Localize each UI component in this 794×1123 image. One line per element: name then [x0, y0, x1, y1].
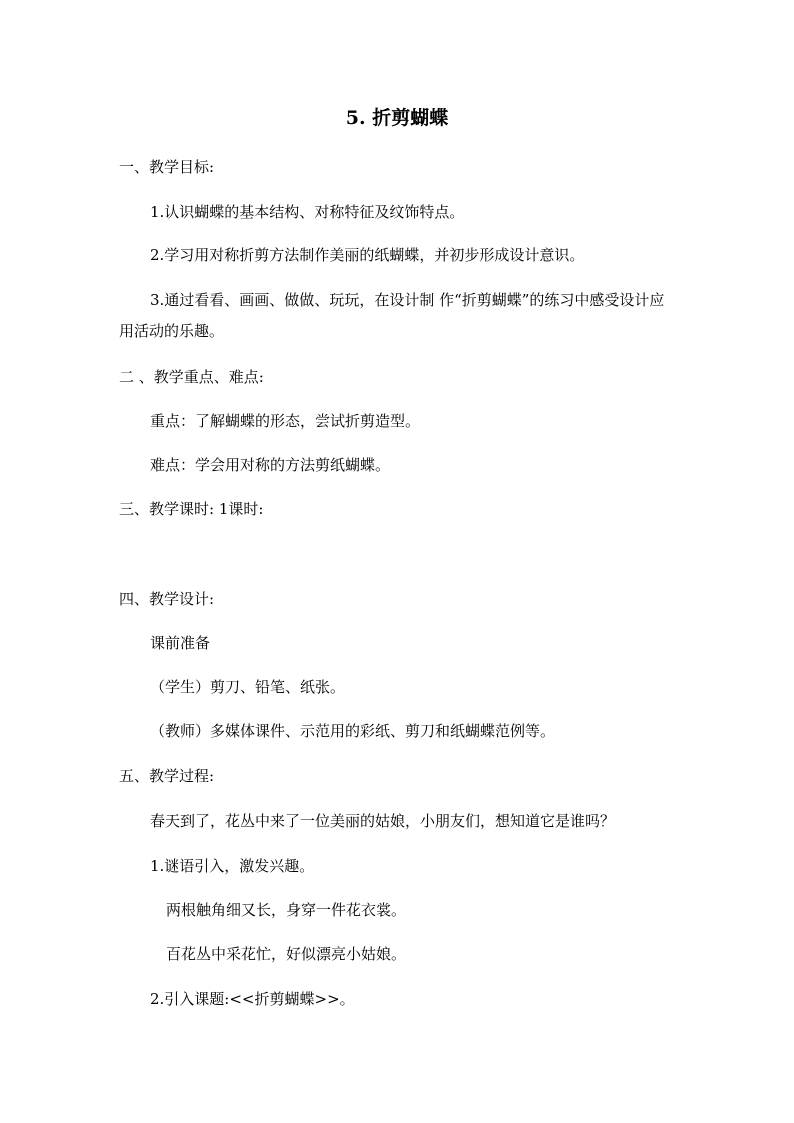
teacher-prep: （教师）多媒体课件、示范用的彩纸、剪刀和纸蝴蝶范例等。: [150, 722, 556, 740]
goal-item-2: 2.学习用对称折剪方法制作美丽的纸蝴蝶，并初步形成设计意识。: [150, 246, 585, 264]
document-title: 5. 折剪蝴蝶: [345, 107, 449, 129]
section-heading-teaching-goals: 一、教学目标:: [119, 158, 215, 176]
student-prep: （学生）剪刀、铅笔、纸张。: [150, 678, 346, 696]
section-heading-teaching-process: 五、教学过程:: [119, 767, 215, 785]
process-step-2: 2.引入课题:<<折剪蝴蝶>>。: [150, 990, 355, 1008]
section-heading-teaching-design: 四、教学设计:: [119, 590, 215, 608]
goal-item-1: 1.认识蝴蝶的基本结构、对称特征及纹饰特点。: [150, 203, 465, 221]
riddle-line-1: 两根触角细又长，身穿一件花衣裳。: [166, 901, 407, 919]
process-step-1: 1.谜语引入，激发兴趣。: [150, 857, 315, 875]
key-point-text: 重点：了解蝴蝶的形态，尝试折剪造型。: [150, 412, 421, 430]
riddle-line-2: 百花丛中采花忙，好似漂亮小姑娘。: [166, 945, 407, 963]
prep-title: 课前准备: [150, 634, 211, 652]
difficult-point-text: 难点：学会用对称的方法剪纸蝴蝶。: [150, 456, 391, 474]
section-heading-class-hours: 三、教学课时: 1课时:: [119, 500, 264, 518]
section-heading-key-points: 二 、教学重点、难点:: [119, 368, 264, 386]
process-intro: 春天到了，花丛中来了一位美丽的姑娘，小朋友们，想知道它是谁吗？: [150, 812, 616, 830]
goal-item-3: 3.通过看看、画画、做做、玩玩，在设计制 作“折剪蝴蝶”的练习中感受设计应用活动的乐趣。: [119, 291, 665, 340]
